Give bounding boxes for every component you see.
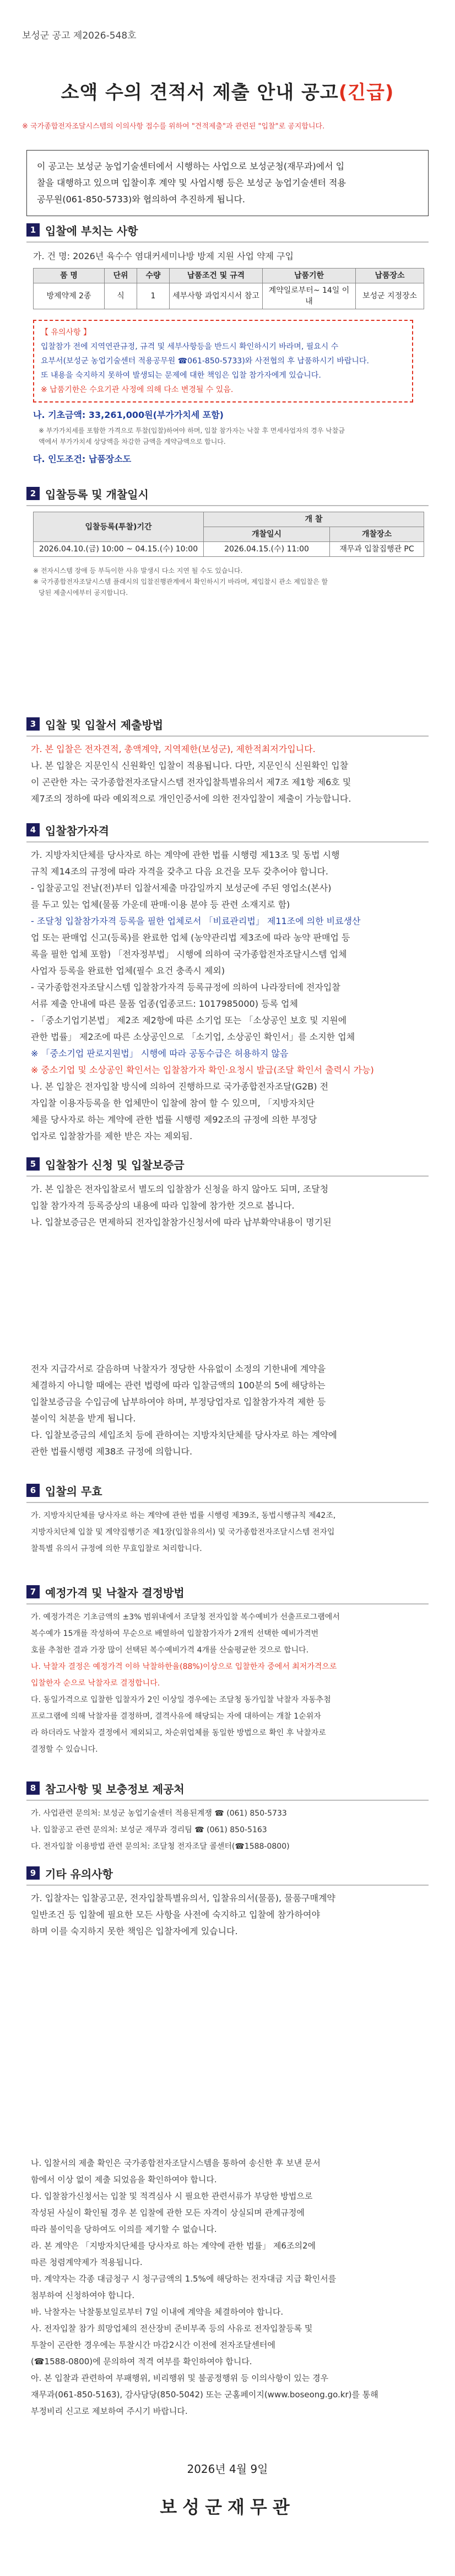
- body-line: 일반조건 등 입찰에 필요한 모든 사항을 사전에 숙지하고 입찰에 참가하여야: [31, 1909, 320, 1920]
- table-cell: 재무과 입찰집행관 PC: [330, 542, 424, 557]
- table-header: 개찰장소: [330, 527, 424, 542]
- section-title: 입찰의 무효: [45, 1484, 102, 1498]
- intro-line: 찰을 대행하고 있으며 입찰이후 계약 및 사업시행 등은 보성군 농업기술센터 적용: [37, 178, 346, 188]
- section-4-header: [26, 820, 429, 839]
- section-8-header: [26, 1779, 429, 1797]
- body-line: 가. 입찰자는 입찰공고문, 전자입찰특별유의서, 입찰유의서(물품), 물품구매계약: [31, 1893, 335, 1903]
- body-line: 호를 추첨한 결과 가장 많이 선택된 복수예비가격 4개를 산술평균한 것으로 합니다.: [31, 1646, 309, 1655]
- table-row: [34, 283, 424, 309]
- section-1-header: [26, 221, 429, 239]
- section-9-body-continued: [31, 2155, 449, 2419]
- body-line: 입찰한자 순으로 낙찰자로 결정합니다.: [31, 1679, 160, 1688]
- section-5-body-continued: [31, 1361, 438, 1460]
- section-9-header: [26, 1864, 429, 1882]
- caution-line: 또 내용을 숙지하지 못하여 발생되는 문제에 대한 책임은 입찰 참가자에게 있습니다.: [41, 371, 321, 380]
- section-title: 참고사항 및 보충정보 제공처: [45, 1782, 185, 1796]
- item-table: [33, 268, 424, 309]
- section-7-header: [26, 1582, 429, 1601]
- section-number: 1: [26, 223, 40, 237]
- section-7-body: [31, 1609, 449, 1758]
- body-line: 따른 청렴계약제가 적용됩니다.: [31, 2257, 143, 2267]
- body-line: 따라 불이익을 당하여도 이의를 제기할 수 없습니다.: [31, 2224, 217, 2234]
- section-9-body: [31, 1890, 449, 1940]
- body-line: 나. 본 입찰은 전자입찰 방식에 의하여 진행하므로 국가종합전자조달(G2B) 전: [31, 1081, 329, 1092]
- body-line: 자입찰 이용자등록을 한 업체만이 입찰에 참여 할 수 있으며, 「지방자치단: [31, 1098, 315, 1108]
- table-cell: 방제약제 2종: [34, 283, 105, 309]
- section-divider: [26, 1885, 429, 1886]
- caution-line: 요부서(보성군 농업기술센터 적용공무원 ☎061-850-5733)와 사전협의 후 납품하시기 바랍니다.: [41, 357, 369, 366]
- body-line: 투찰이 곤란한 경우에는 투찰시간 마감2시간 이전에 전자조달센터에: [31, 2340, 275, 2350]
- announcement-date: 2026년 4월 9일: [187, 2462, 268, 2476]
- table-header: 단위: [105, 269, 137, 283]
- body-line: 가. 지방자치단체를 당사자로 하는 계약에 관한 법률 시행령 제39조, 동법시행규칙 제42조,: [31, 1511, 336, 1520]
- body-line: 결정할 수 있습니다.: [31, 1745, 98, 1754]
- section-number: 4: [26, 823, 40, 836]
- table-header: 납품장소: [356, 269, 424, 283]
- body-line: 지방자치단체 입찰 및 계약집행기준 제1장(입찰유의서) 및 국가종합전자조달시스템 전자입: [31, 1528, 335, 1537]
- section-2-header: [26, 484, 429, 503]
- table-cell: 1: [137, 283, 170, 309]
- body-line: 를 두고 있는 업체(물품 가운데 판매·이용 분야 등 관련 소재지로 함): [31, 899, 290, 910]
- table-cell: 2026.04.15.(수) 11:00: [204, 542, 330, 557]
- table-row: [34, 542, 424, 557]
- body-line: 라. 본 계약은 「지방자치단체를 당사자로 하는 계약에 관한 법률」 제6조의2에: [31, 2241, 316, 2251]
- caution-line: ※ 납품기한은 수요기관 사정에 의해 다소 변경될 수 있음.: [41, 385, 234, 394]
- body-line: 가. 지방자치단체를 당사자로 하는 계약에 관한 법률 시행령 제13조 및 동법 시행: [31, 850, 340, 860]
- table-header: 납품기한: [263, 269, 356, 283]
- section-number: 5: [26, 1157, 40, 1171]
- table-header: 입찰등록(투찰)기간: [34, 512, 204, 542]
- section-divider: [26, 736, 429, 737]
- table-cell: 계약일로부터~ 14일 이내: [263, 283, 356, 309]
- table-header: 품 명: [34, 269, 105, 283]
- body-line: 아. 본 입찰과 관련하여 부패행위, 비리행위 및 불공정행위 등 이의사항이 있는 경우: [31, 2373, 329, 2383]
- body-line: 찰특별 유의서 규정에 의한 무효입찰로 처리합니다.: [31, 1544, 202, 1553]
- section-divider: [26, 1800, 429, 1801]
- body-line: 마. 계약자는 각종 대금청구 시 청구금액의 1.5%에 해당하는 전자대금 지급 확인서를: [31, 2274, 337, 2284]
- table-cell: 세부사항 과업지시서 참고: [170, 283, 263, 309]
- body-line: 가. 사업관련 문의처: 보성군 농업기술센터 적용된계쟁 ☎ (061) 850-5733: [31, 1809, 287, 1818]
- body-line: 규칙 제14조의 규정에 따라 자격을 갖추고 다음 요건을 모두 갖추어야 합니다.: [31, 866, 328, 877]
- section-title: 입찰등록 및 개찰일시: [45, 487, 149, 501]
- section-number: 2: [26, 487, 40, 500]
- schedule-note: ※ 국가종합전자조달시스템 플래시의 입찰진행관계에서 확인하시기 바라며, 제입찰시 관소 제입찰은 할: [33, 578, 328, 586]
- section-number: 7: [26, 1585, 40, 1598]
- body-line: 입찰 참가자격 등록증상의 내용에 따라 입찰에 참가한 것으로 봅니다.: [31, 1200, 295, 1211]
- schedule-table: [33, 512, 424, 557]
- delivery-condition: 다. 인도조건: 납품장소도: [33, 454, 132, 464]
- body-line: 나. 본 입찰은 지문인식 신원확인 입찰이 적용됩니다. 다만, 지문인식 신원확인 입찰: [31, 760, 349, 771]
- body-line: - 입찰공고일 전날(전)부터 입찰서제출 마감일까지 보성군에 주된 영업소(본사): [31, 883, 332, 893]
- caution-line: 입찰참가 전에 지역연관규정, 규격 및 세부사항등을 반드시 확인하시기 바라며, 필요시 수: [41, 342, 339, 351]
- title-main: 소액 수의 견적서 제출 안내 공고: [61, 82, 339, 104]
- section-3-header: [26, 715, 429, 733]
- body-line: 관한 법률」 제2조에 따른 소상공인으로 「소기업, 소상공인 확인서」를 소지한 업체: [31, 1032, 355, 1042]
- base-price-note: ※ 부가가치세를 포함한 가격으로 투찰(입찰)하여야 하며, 입찰 참가자는 낙찰 후 면세사업자의 경우 낙찰금: [39, 427, 345, 434]
- body-line: ※ 「중소기업 판로지원법」 시행에 따라 공동수급은 허용하지 않음: [31, 1048, 289, 1059]
- body-line: 부정비리 신고로 제보하여 주시기 바랍니다.: [31, 2406, 188, 2416]
- body-line: 다. 입찰참가신청서는 입찰 및 적격심사 시 필요한 관련서류가 부당한 방법으로: [31, 2191, 313, 2201]
- section-number: 3: [26, 717, 40, 731]
- body-line: 복수예가 15개를 작성하여 무순으로 배열하여 입찰참가자가 2개씩 선택한 예비가격번: [31, 1629, 319, 1638]
- base-price: 나. 기초금액: 33,261,000원(부가가치세 포함): [33, 410, 224, 420]
- body-line: 체결하지 아니할 때에는 관련 법령에 따라 입찰금액의 100분의 5에 해당하는: [31, 1380, 326, 1391]
- section-4-body: [31, 847, 438, 1145]
- caution-box: [33, 320, 413, 402]
- section-number: 6: [26, 1484, 40, 1497]
- intro-line: 공무원(061-850-5733)와 협의하여 추진하게 됩니다.: [37, 194, 246, 205]
- body-line: 록을 필한 업체 포함) 「전자정부법」 시행에 의하여 국가종합전자조달시스템 업체: [31, 949, 347, 959]
- table-cell: 식: [105, 283, 137, 309]
- body-line: 사. 전자입찰 참가 희망업체의 전산장비 준비부족 등의 사유로 전자입찰등록 및: [31, 2323, 313, 2333]
- table-cell: 보성군 지정장소: [356, 283, 424, 309]
- body-line: - 조달청 입찰참가자격 등록을 필한 업체로서 「비료관리법」 제11조에 의한 비료생산: [31, 916, 361, 926]
- body-line: - 국가종합전자조달시스템 입찰참가자격 등록규정에 의하여 나라장터에 전자입찰: [31, 982, 340, 992]
- section-divider: [26, 841, 429, 842]
- body-line: (☎1588-0800)에 문의하여 적격 여부를 확인하여야 합니다.: [31, 2357, 252, 2366]
- section-5-body: [31, 1181, 438, 1231]
- body-line: 이 곤란한 자는 국가종합전자조달시스템 전자입찰특별유의서 제7조 제1항 제6호 및: [31, 777, 351, 787]
- body-line: 다. 동일가격으로 입찰한 입찰자가 2인 이상일 경우에는 조달청 동가입찰 낙찰자 자동추첨: [31, 1695, 331, 1704]
- table-header: 개 찰: [204, 512, 424, 527]
- section-title: 입찰에 부치는 사항: [45, 224, 138, 238]
- section-number: 8: [26, 1781, 40, 1795]
- body-line: 사업자 등록을 완료한 업체(필수 요건 충족시 제외): [31, 965, 225, 976]
- body-line: 나. 낙찰자 결정은 예정가격 이하 낙찰하한율(88%)이상으로 입찰한자 중에서 최저가격으로: [31, 1662, 337, 1671]
- publication-number: 보성군 공고 제2026-548호: [22, 30, 137, 41]
- body-line: 나. 입찰서의 제출 확인은 국가종합전자조달시스템을 통하여 송신한 후 보낸 문서: [31, 2158, 321, 2168]
- body-line: 다. 입찰보증금의 세입조치 등에 관하여는 지방자치단체를 당사자로 하는 계약에: [31, 1430, 337, 1440]
- table-header: 수량: [137, 269, 170, 283]
- table-header-row: [34, 269, 424, 283]
- top-note: ※ 국가종합전자조달시스템의 이의사항 접수를 위하여 "견적제출"과 관련된 "입찰"로 공지합니다.: [22, 122, 325, 131]
- section-title: 예정가격 및 낙찰자 결정방법: [45, 1586, 185, 1600]
- body-line: 전자 지급각서로 갈음하며 낙찰자가 정당한 사유없이 소정의 기한내에 계약을: [31, 1364, 326, 1374]
- table-header: 개찰일시: [204, 527, 330, 542]
- body-line: - 「중소기업기본법」 제2조 제2항에 따른 소기업 또는 「소상공인 보호 및 지원에: [31, 1015, 347, 1026]
- body-line: 가. 본 입찰은 전자견적, 총액계약, 지역제한(보성군), 제한적최저가입니다.: [31, 744, 316, 754]
- body-line: 서류 제출 안내에 따른 물품 업종(업종코드: 1017985000) 등록 업체: [31, 999, 298, 1009]
- section-6-header: [26, 1481, 429, 1500]
- body-line: 프로그램에 의해 낙찰자를 결정하며, 결격사유에 해당되는 자에 대하여는 개찰 1순위자: [31, 1712, 321, 1721]
- body-line: 입찰보증금을 수입금에 납부하여야 하며, 부정당업자로 입찰참가자격 제한 등: [31, 1397, 326, 1407]
- table-header: 납품조건 및 규격: [170, 269, 263, 283]
- body-line: 업자로 입찰참가를 제한 받은 자는 제외됨.: [31, 1131, 193, 1141]
- title-urgent: (긴급): [338, 82, 394, 104]
- body-line: 관한 법률시행령 제38조 규정에 의합니다.: [31, 1446, 193, 1457]
- section-title: 기타 유의사항: [45, 1867, 113, 1881]
- body-line: 라 하더라도 낙찰자 결정에서 제외되고, 차순위업체를 동일한 방법으로 확인 후 낙찰자로: [31, 1729, 326, 1737]
- schedule-note: 당된 제출시에부터 공지합니다.: [39, 589, 128, 597]
- body-line: 첨부하여 신청하여야 합니다.: [31, 2290, 135, 2300]
- caution-heading: 【 유의사항 】: [41, 328, 91, 337]
- page-title: [0, 77, 455, 104]
- body-line: 함에서 이상 없이 제출 되었음을 확인하여야 합니다.: [31, 2175, 217, 2185]
- body-line: 체를 당사자로 하는 계약에 관한 법률 시행령 제92조의 규정에 의한 부정당: [31, 1114, 317, 1125]
- section-title: 입찰 및 입찰서 제출방법: [45, 718, 164, 732]
- section-divider: [26, 1603, 429, 1604]
- section-divider: [26, 1502, 429, 1503]
- body-line: 하며 이를 숙지하지 못한 책임은 입찰자에게 있습니다.: [31, 1926, 238, 1936]
- section-divider: [26, 242, 429, 243]
- body-line: 바. 낙찰자는 낙찰통보일로부터 7일 이내에 계약을 체결하여야 합니다.: [31, 2307, 284, 2317]
- section-5-header: [26, 1155, 429, 1173]
- section-6-body: [31, 1507, 449, 1557]
- body-line: 재무과(061-850-5163), 감사담당(850-5042) 또는 군홈페이지(www.boseong.go.kr)를 통해: [31, 2390, 378, 2400]
- body-line: 다. 전자입찰 이용방법 관련 문의처: 조달청 전자조달 콜센터(☎1588-0800): [31, 1842, 290, 1851]
- section-title: 입찰참가자격: [45, 824, 109, 838]
- body-line: 제7조의 정하에 따라 예외적으로 개인인증서에 의한 전자입찰이 제출이 가능합니다.: [31, 793, 351, 804]
- section-8-body: [31, 1805, 449, 1855]
- section-divider: [26, 1176, 429, 1177]
- schedule-note: ※ 전자시스템 장애 등 부득이한 사유 발생시 다소 지연 될 수도 있습니다.: [33, 567, 243, 575]
- body-line: ※ 중소기업 및 소상공인 확인서는 입찰참가자 확인·요청시 발급(조달 확인서 출력시 가능): [31, 1065, 374, 1075]
- item-name-line: 가. 건 명: 2026년 육수수 염대커세미나방 방제 지원 사업 약제 구입: [33, 251, 294, 261]
- body-line: 업 또는 판매업 신고(등록)를 완료한 업체 (농약관리법 제3조에 따라 농약 판매업 등: [31, 932, 350, 943]
- issuing-organization: 보성군재무관: [160, 2497, 295, 2518]
- intro-line: 이 공고는 보성군 농업기술센터에서 시행하는 사업으로 보성군청(재무과)에서 입: [37, 161, 345, 171]
- body-line: 불이익 처분을 받게 됩니다.: [31, 1413, 136, 1424]
- section-title: 입찰참가 신청 및 입찰보증금: [45, 1158, 185, 1172]
- intro-box: [26, 150, 429, 216]
- body-line: 나. 입찰공고 관련 문의처: 보성군 재무과 경리팀 ☎ (061) 850-5163: [31, 1826, 267, 1834]
- section-number: 9: [26, 1866, 40, 1880]
- body-line: 나. 입찰보증금은 면제하되 전자입찰참가신청서에 따라 납부확약내용이 명기된: [31, 1217, 332, 1227]
- section-3-body: [31, 741, 433, 807]
- section-divider: [26, 505, 429, 506]
- body-line: 가. 본 입찰은 전자입찰로서 별도의 입찰참가 신청을 하지 않아도 되며, 조달청: [31, 1184, 329, 1194]
- base-price-note: 액에서 부가가치세 상당액을 차감한 금액을 계약금액으로 합니다.: [39, 438, 226, 446]
- body-line: 작성된 사실이 확인될 경우 본 입찰에 관한 모든 자격이 상실되며 관계규정에: [31, 2208, 305, 2218]
- table-cell: 2026.04.10.(금) 10:00 ~ 04.15.(수) 10:00: [34, 542, 204, 557]
- body-line: 가. 예정가격은 기초금액의 ±3% 범위내에서 조달청 전자입찰 복수예비가 선출프로그램에서: [31, 1613, 340, 1622]
